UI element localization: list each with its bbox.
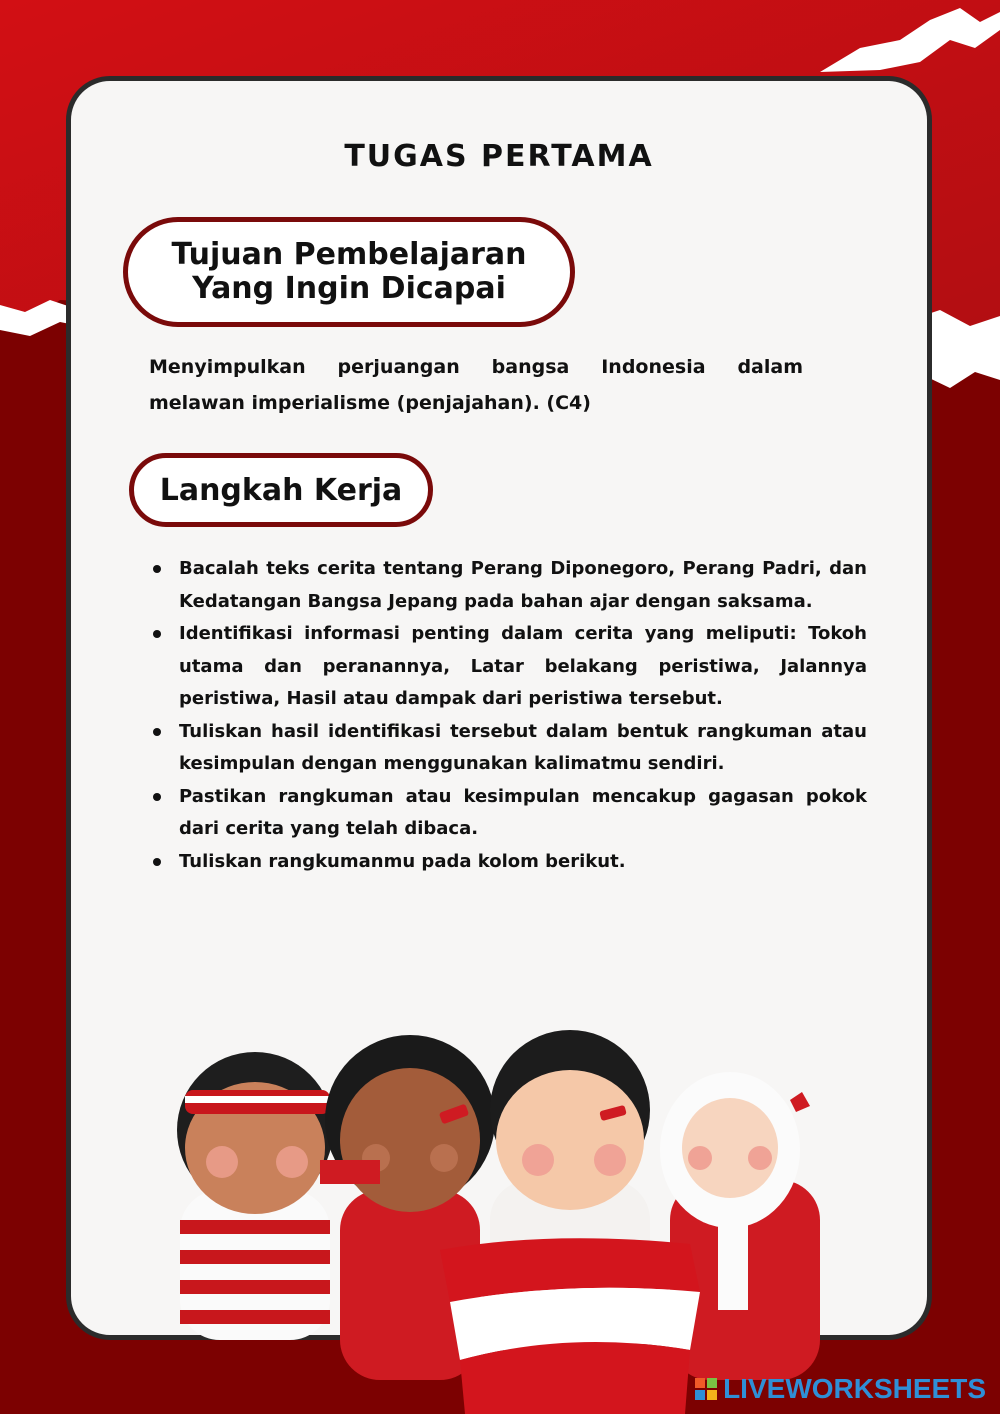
step-item: Pastikan rangkuman atau kesimpulan mencakup gagasan pokok dari cerita yang telah dibaca. xyxy=(179,781,867,846)
steps-list xyxy=(149,553,867,878)
liveworksheets-logo-icon xyxy=(695,1378,717,1400)
steps-heading: Langkah Kerja xyxy=(159,472,403,508)
children-flag-illustration xyxy=(170,1030,830,1414)
kid-headband xyxy=(177,1052,333,1340)
indonesian-flag xyxy=(440,1238,700,1414)
objective-heading-line2: Yang Ingin Dicapai xyxy=(192,271,506,306)
steps-heading-pill xyxy=(129,453,433,527)
step-item: Tuliskan hasil identifikasi tersebut dalam bentuk rangkuman atau kesimpulan dengan menggunakan kalimatmu sendiri. xyxy=(179,716,867,781)
objective-text: Menyimpulkan perjuangan bangsa Indonesia dalam melawan imperialisme (penjajahan). (C4) xyxy=(149,356,803,414)
step-item: Bacalah teks cerita tentang Perang Diponegoro, Perang Padri, dan Kedatangan Bangsa Jepang pada bahan ajar dengan saksama. xyxy=(179,553,867,618)
step-item: Tuliskan rangkumanmu pada kolom berikut. xyxy=(179,846,867,879)
watermark-text: LIVEWORKSHEETS xyxy=(723,1373,986,1404)
objective-heading-pill xyxy=(123,217,575,327)
page-title: TUGAS PERTAMA xyxy=(344,139,654,174)
objective-heading-line1: Tujuan Pembelajaran xyxy=(171,237,527,272)
watermark xyxy=(695,1374,986,1404)
step-item: Identifikasi informasi penting dalam cerita yang meliputi: Tokoh utama dan peranannya, Latar belakang peristiwa, Jalannya peristiwa, Hasil atau dampak dari peristiwa tersebut. xyxy=(179,618,867,716)
